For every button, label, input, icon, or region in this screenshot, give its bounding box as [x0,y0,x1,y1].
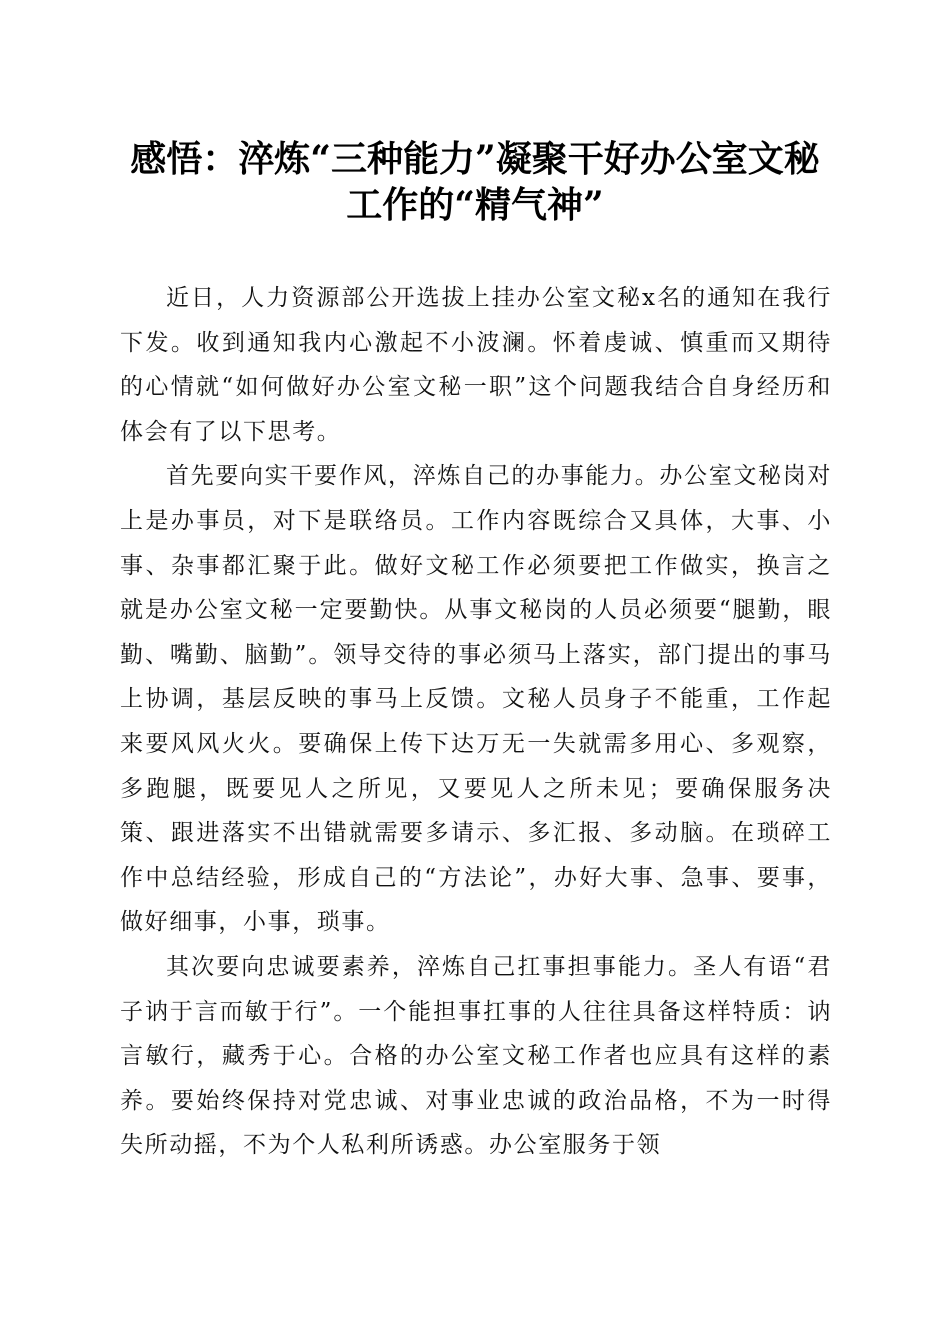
paragraph-intro: 近日，人力资源部公开选拔上挂办公室文秘x名的通知在我行下发。收到通知我内心激起不小波澜。怀着虔诚、慎重而又期待的心情就“如何做好办公室文秘一职”这个问题我结合自身经历和体会有了以下思考。 [120,285,832,445]
paragraph-second-point: 其次要向忠诚要素养，淬炼自己扛事担事能力。圣人有语“君子讷于言而敏于行”。一个能担事扛事的人往往具备这样特质：讷言敏行，藏秀于心。合格的办公室文秘工作者也应具有这样的素养。要始终保持对党忠诚、对事业忠诚的政治品格，不为一时得失所动摇，不为个人私利所诱惑。办公室服务于领 [120,953,832,1159]
title-line-2: 工作的“精气神” [346,184,604,226]
document-title [100,136,850,228]
document-body [120,276,832,1168]
title-line-1: 感悟：淬炼“三种能力”凝聚干好办公室文秘 [130,138,820,180]
paragraph-first-point: 首先要向实干要作风，淬炼自己的办事能力。办公室文秘岗对上是办事员，对下是联络员。工作内容既综合又具体，大事、小事、杂事都汇聚于此。做好文秘工作必须要把工作做实，换言之就是办公室文秘一定要勤快。从事文秘岗的人员必须要“腿勤，眼勤、嘴勤、脑勤”。领导交待的事必须马上落实，部门提出的事马上协调，基层反映的事马上反馈。文秘人员身子不能重，工作起来要风风火火。要确保上传下达万无一失就需多用心、多观察，多跑腿，既要见人之所见，又要见人之所未见；要确保服务决策、跟进落实不出错就需要多请示、多汇报、多动脑。在琐碎工作中总结经验，形成自己的“方法论”，办好大事、急事、要事，做好细事，小事，琐事。 [120,463,832,936]
